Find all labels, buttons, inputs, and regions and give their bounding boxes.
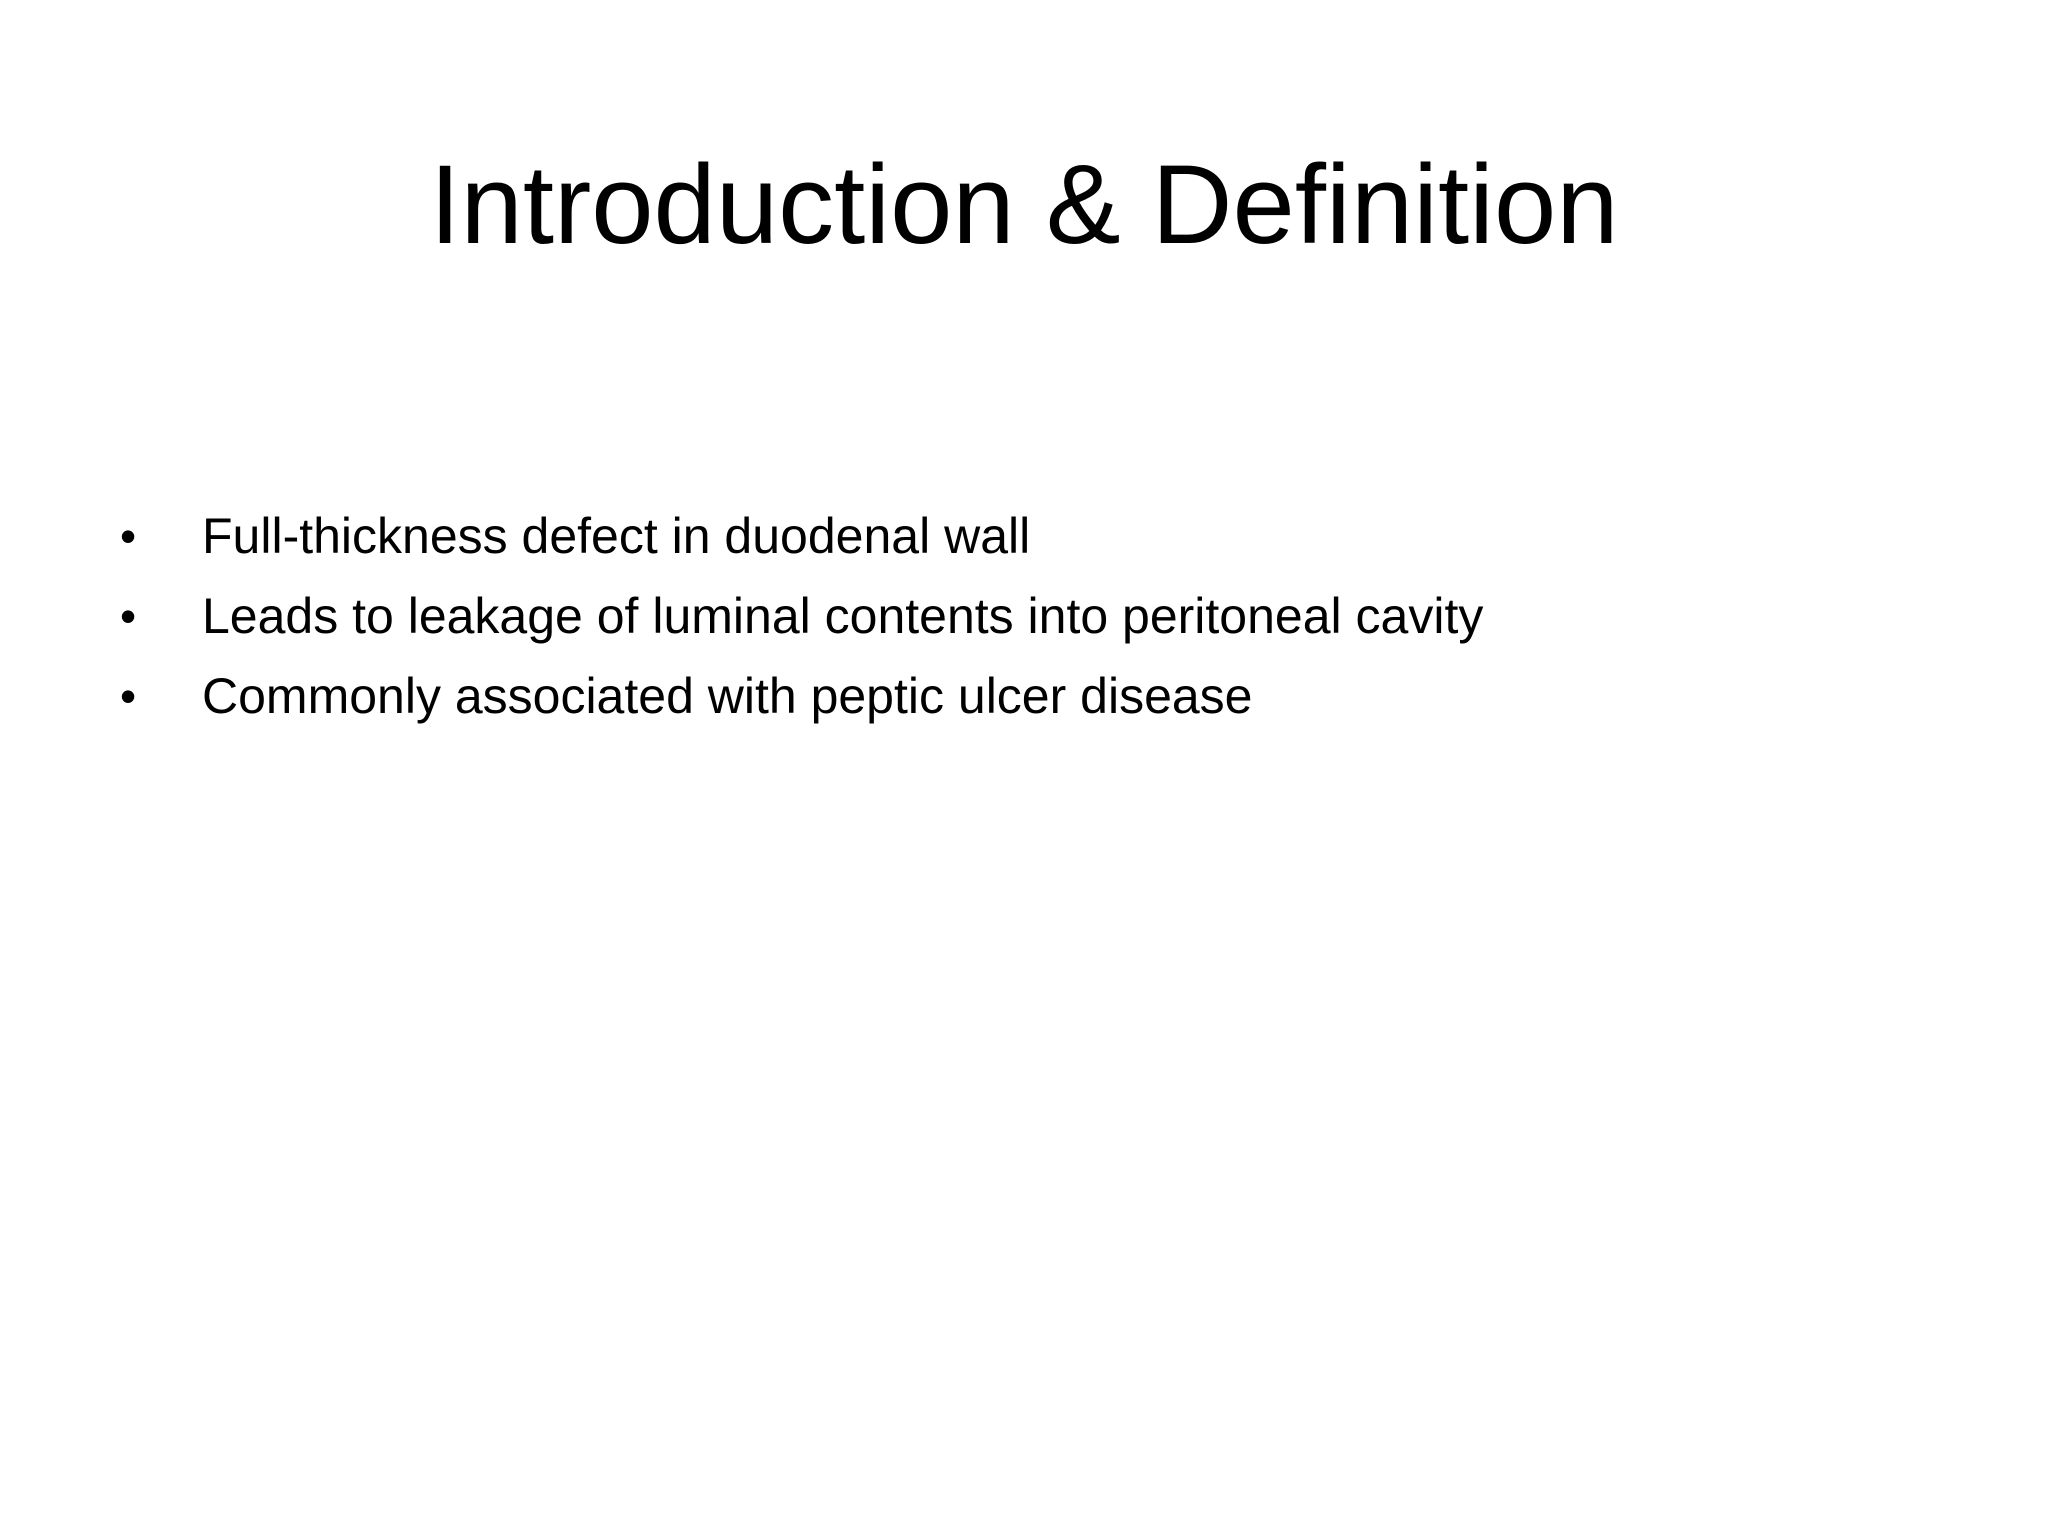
bullet-text: Leads to leakage of luminal contents into peritoneal cavity: [202, 588, 1484, 644]
bullet-item: [120, 576, 1940, 656]
bullet-icon: •: [120, 670, 137, 722]
bullet-list: [120, 496, 1940, 736]
bullet-text: Commonly associated with peptic ulcer disease: [202, 668, 1253, 724]
bullet-icon: •: [120, 590, 137, 642]
bullet-icon: •: [120, 510, 137, 562]
bullet-item: [120, 496, 1940, 576]
bullet-text: Full-thickness defect in duodenal wall: [202, 508, 1031, 564]
bullet-item: [120, 656, 1940, 736]
slide-title: Introduction & Definition: [429, 142, 1619, 267]
